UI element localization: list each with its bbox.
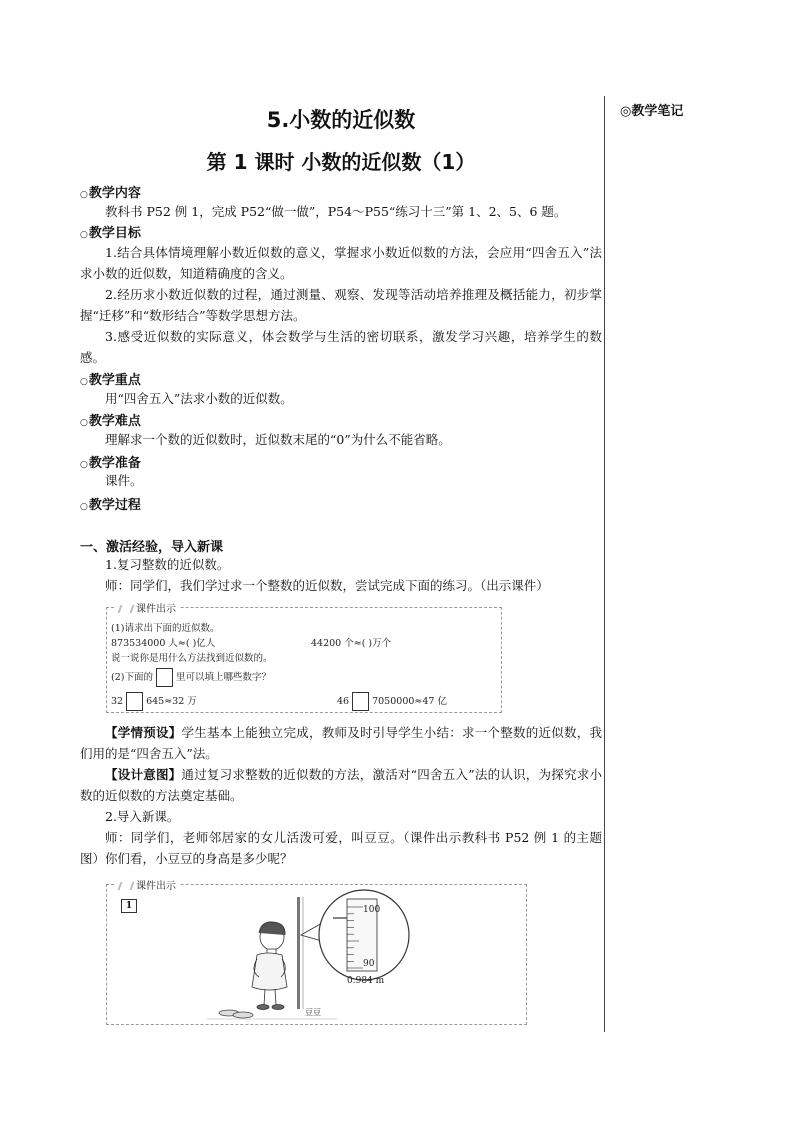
page-title: 5.小数的近似数 xyxy=(266,108,416,132)
ruler-top-label: 100 xyxy=(363,905,381,915)
section-mark-icon: ○ xyxy=(80,377,88,387)
courseware-tag: 课件出示 xyxy=(115,877,180,892)
step1-teacher-text: 师：同学们，我们学过求一个整数的近似数，尝试完成下面的练习。（出示课件） xyxy=(105,578,549,593)
section-content-heading: ○教学内容 xyxy=(80,186,141,201)
section-mark-icon: ○ xyxy=(80,502,88,512)
goal-1: 1.结合具体情境理解小数近似数的意义，掌握求小数近似数的方法，会应用“四舍五入”法求小数的近似数，知道精确度的含义。 xyxy=(80,245,602,281)
step2-text: 2.导入新课。 xyxy=(105,809,180,824)
step1-text: 1.复习整数的近似数。 xyxy=(105,557,230,572)
shoes xyxy=(219,1010,253,1018)
measuring-pole xyxy=(297,897,300,1009)
box1-q2: (2)下面的 里可以填上哪些数字？ xyxy=(111,668,271,687)
height-measurement-illustration xyxy=(107,885,526,1024)
section-mark-icon: ○ xyxy=(80,190,88,200)
analysis-paragraph: 【学情预设】学生基本上能独立完成，教师及时引导学生小结：求一个整数的近似数，我们用的是“四舍五入”法。 xyxy=(80,725,602,761)
ruler-bottom-label: 90 xyxy=(363,959,375,969)
section-mark-icon: ○ xyxy=(80,230,88,240)
height-value-label: 0.984 m xyxy=(347,976,385,986)
prep-text: 课件。 xyxy=(105,473,143,488)
goal-3: 3.感受近似数的实际意义，体会数学与生活的密切联系，激发学习兴趣，培养学生的数感。 xyxy=(80,329,602,365)
section-key-heading: ○教学重点 xyxy=(80,373,141,388)
goal-2: 2.经历求小数近似数的过程，通过测量、观察、发现等活动培养推理及概括能力，初步掌握“迁移”和“数形结合”等数学思想方法。 xyxy=(80,287,602,323)
box1-q1b: 说一说你是用什么方法找到近似数的。 xyxy=(111,653,273,664)
teaching-notes-heading: ◎教学笔记 xyxy=(620,104,684,119)
blank-square xyxy=(352,692,369,711)
box1-exercise-2: 46 7050000≈47 亿 xyxy=(337,692,447,711)
margin-divider xyxy=(604,96,605,1032)
section-process-heading: ○教学过程 xyxy=(80,498,141,513)
example-number-badge: 1 xyxy=(121,899,137,913)
blank-square xyxy=(156,668,173,687)
box1-answer-left: 873534000 人≈( )亿人 xyxy=(111,638,216,649)
step2-teacher-text: 师：同学们，老师邻居家的女儿活泼可爱，叫豆豆。（课件出示教科书 P52 例 1 的主题图）你们看，小豆豆的身高是多少呢？ xyxy=(80,830,602,866)
intent-paragraph: 【设计意图】通过复习求整数的近似数的方法，激活对“四舍五入”法的认识，为探究求小数的近似数的方法奠定基础。 xyxy=(80,767,602,803)
courseware-box-2 xyxy=(106,881,527,1025)
girl-name-label: 豆豆 xyxy=(305,1008,321,1017)
blank-square xyxy=(126,692,143,711)
section-mark-icon: ○ xyxy=(80,460,88,470)
box1-answer-right: 44200 个≈( )万个 xyxy=(311,638,392,649)
section-difficulty-heading: ○教学难点 xyxy=(80,414,141,429)
girl-figure xyxy=(252,922,287,1010)
content-text: 教科书 P52 例 1，完成 P52“做一做”，P54～P55“练习十三”第 1、2、5、6 题。 xyxy=(105,204,567,219)
lesson-subtitle: 第 1 课时 小数的近似数（1） xyxy=(206,150,476,174)
box1-q1: (1)请求出下面的近似数。 xyxy=(111,623,220,634)
section-prep-heading: ○教学准备 xyxy=(80,456,141,471)
part1-heading: 一、激活经验，导入新课 xyxy=(80,540,224,555)
section-mark-icon: ○ xyxy=(80,418,88,428)
key-text: 用“四舍五入”法求小数的近似数。 xyxy=(105,391,293,406)
box1-exercise-1: 32 645≈32 万 xyxy=(111,692,197,711)
difficulty-text: 理解求一个数的近似数时，近似数末尾的“0”为什么不能省略。 xyxy=(105,432,451,447)
courseware-tag: 课件出示 xyxy=(115,600,180,615)
section-goals-heading: ○教学目标 xyxy=(80,226,141,241)
courseware-box-1 xyxy=(106,604,502,713)
